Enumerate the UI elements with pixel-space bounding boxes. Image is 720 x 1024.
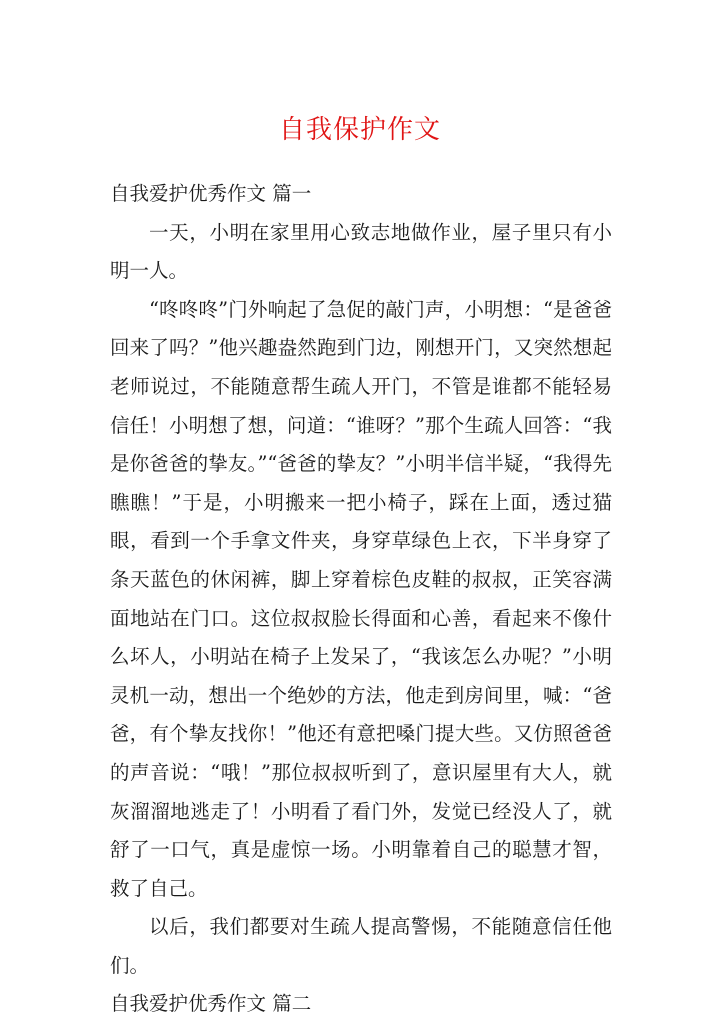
document-body <box>110 175 612 1024</box>
paragraph-2: “咚咚咚”门外响起了急促的敲门声，小明想：“是爸爸回来了吗？”他兴趣盎然跑到门边，刚想开门，又突然想起老师说过，不能随意帮生疏人开门，不管是谁都不能轻易信任！小明想了想，问道：“谁呀？”那个生疏人回答：“我是你爸爸的挚友。”“爸爸的挚友？”小明半信半疑，“我得先瞧瞧！”于是，小明搬来一把小椅子，踩在上面，透过猫眼，看到一个手拿文件夹，身穿草绿色上衣，下半身穿了条天蓝色的休闲裤，脚上穿着棕色皮鞋的叔叔，正笑容满面地站在门口。这位叔叔脸长得面和心善，看起来不像什么坏人，小明站在椅子上发呆了，“我该怎么办呢？”小明灵机一动，想出一个绝妙的方法，他走到房间里，喊：“爸爸，有个挚友找你！”他还有意把嗓门提大些。又仿照爸爸的声音说：“哦！”那位叔叔听到了，意识屋里有大人，就灰溜溜地逃走了！小明看了看门外，发觉已经没人了，就舒了一口气，真是虚惊一场。小明靠着自己的聪慧才智，救了自己。 <box>110 297 612 900</box>
paragraph-3: 以后，我们都要对生疏人提高警惕，不能随意信任他们。 <box>110 915 612 977</box>
section-heading-2: 自我爱护优秀作文 篇二 <box>110 992 312 1016</box>
document-title: 自我保护作文 <box>278 115 441 145</box>
section-heading-1: 自我爱护优秀作文 篇一 <box>110 182 312 205</box>
paragraph-1: 一天，小明在家里用心致志地做作业，屋子里只有小明一人。 <box>110 220 612 283</box>
